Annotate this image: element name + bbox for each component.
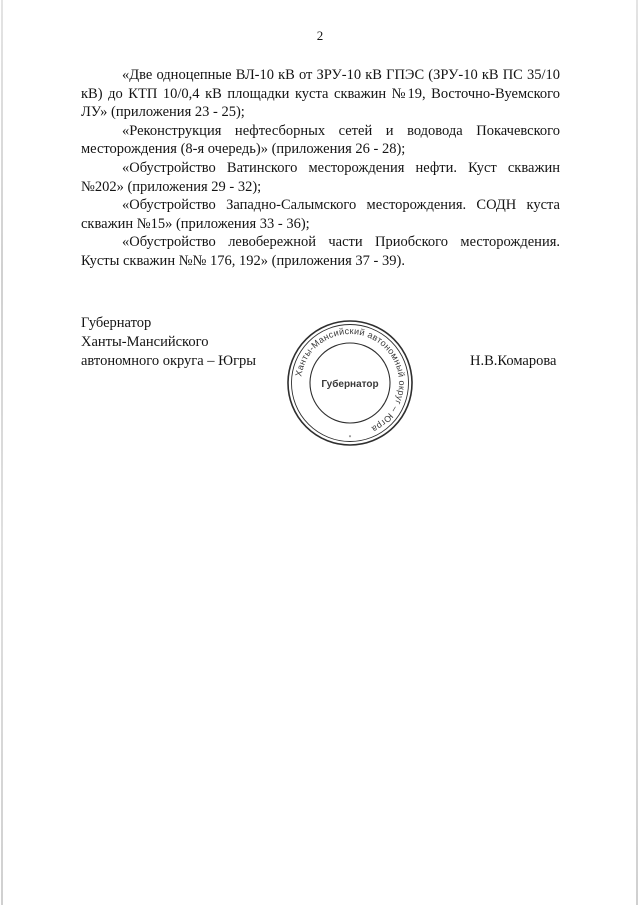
paragraph-3: «Обустройство Ватинского месторождения нефти. Куст скважин №202» (приложения 29 - 32); — [81, 159, 560, 195]
signatory-title-line-3: автономного округа – Югры — [81, 353, 257, 369]
signatory-name: Н.В.Комарова — [470, 353, 557, 369]
seal-center-text: Губернатор — [321, 379, 379, 390]
document-body — [81, 66, 560, 271]
page-number: 2 — [316, 28, 324, 43]
signatory-title — [81, 314, 256, 371]
signatory-title-line-2: Ханты-Мансийского — [81, 334, 209, 350]
seal-star-icon: * — [348, 435, 352, 441]
governor-seal-stamp — [285, 318, 415, 448]
scan-edge-left — [1, 0, 3, 905]
paragraph-1: «Две одноцепные ВЛ-10 кВ от ЗРУ-10 кВ ГПЭС (ЗРУ-10 кВ ПС 35/10 кВ) до КТП 10/0,4 кВ площадки куста скважин №19, Восточно-Вуемского ЛУ» (приложения 23 - 25); — [81, 67, 560, 121]
signatory-title-line-1: Губернатор — [81, 315, 152, 331]
paragraph-2: «Реконструкция нефтесборных сетей и водовода Покачевского месторождения (8-я очередь)» (приложения 26 - 28); — [81, 122, 560, 158]
paragraph-5: «Обустройство левобережной части Приобского месторождения. Кусты скважин №№ 176, 192» (приложения 37 - 39). — [81, 234, 560, 269]
scan-edge-right — [636, 0, 638, 905]
seal-ring-text: Ханты-Мансийский автономный округ – Югра — [293, 325, 408, 435]
paragraph-4: «Обустройство Западно-Салымского месторождения. СОДН куста скважин №15» (приложения 33 - 36); — [81, 197, 560, 232]
